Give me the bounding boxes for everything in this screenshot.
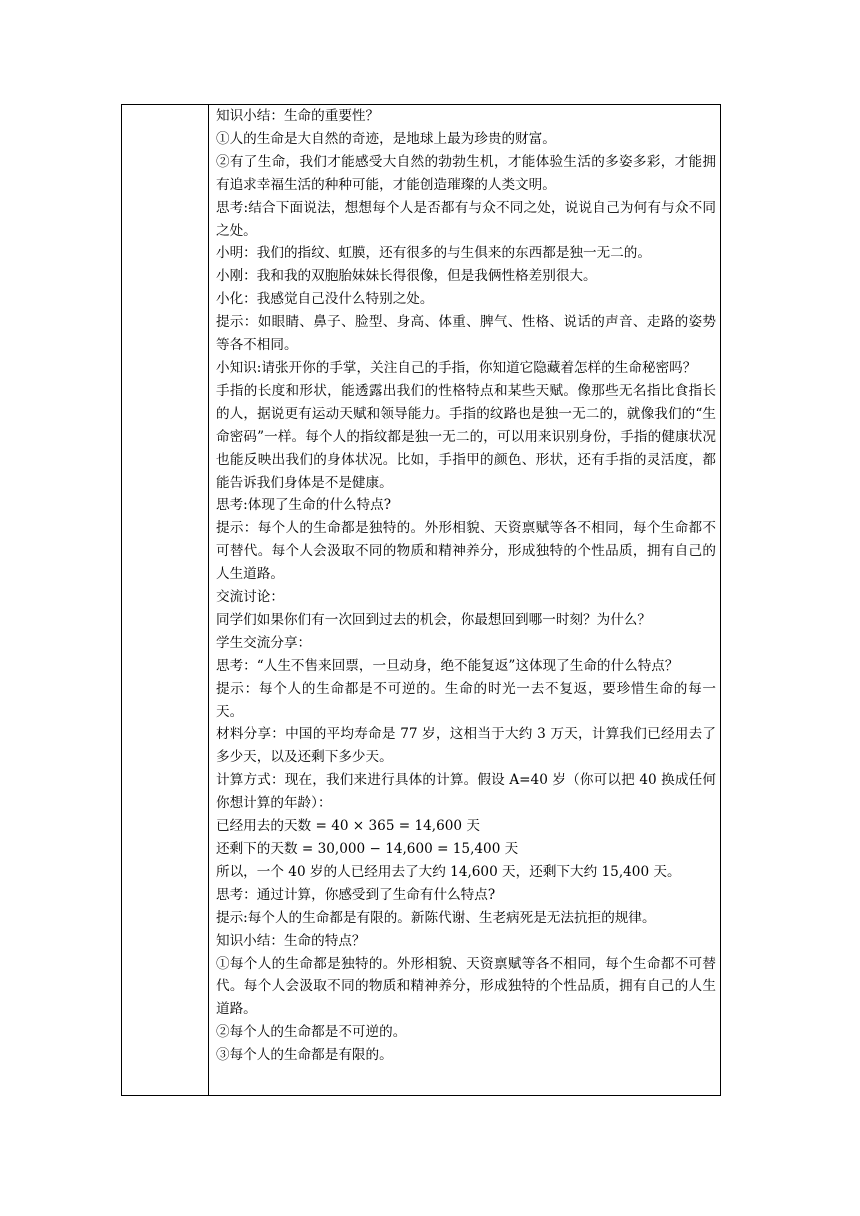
think-irreversible: 思考：“人生不售来回票，一旦动身，绝不能复返”这体现了生命的什么特点？ [216, 657, 679, 674]
summary-trait-1: ①每个人的生命都是独特的。外形相貌、天资禀赋等各不相同，每个生命都不可替代。每个人会汲取不同的物质和精神养分，形成独特的个性品质，拥有自己的人生道路。 [216, 955, 716, 1018]
discussion-question: 同学们如果你们有一次回到过去的机会，你最想回到哪一时刻？为什么？ [216, 611, 651, 628]
summary-trait-3: ③每个人的生命都是有限的。 [216, 1047, 393, 1064]
hint-differences: 提示：如眼睛、鼻子、脸型、身高、体重、脾气、性格、说话的声音、走路的姿势等各不相同。 [216, 314, 716, 354]
hint-limited: 提示:每个人的生命都是有限的。新陈代谢、生老病死是无法抗拒的规律。 [216, 909, 656, 926]
summary-traits-heading: 知识小结：生命的特点？ [216, 932, 366, 949]
calc-used-days: 已经用去的天数 = 40 × 365 = 14,600 天 [216, 818, 480, 835]
student-xiaohua: 小化：我感觉自己没什么特别之处。 [216, 291, 434, 308]
summary-importance-point-2: ②有了生命，我们才能感受大自然的勃勃生机，才能体验生活的多姿多彩，才能拥有追求幸福生活的种种可能，才能创造璀璨的人类文明。 [216, 153, 716, 193]
table-content-cell [209, 105, 720, 1095]
calc-method: 计算方式：现在，我们来进行具体的计算。假设 A=40 岁（你可以把 40 换成任何你想计算的年龄）： [216, 772, 716, 812]
student-xiaoming: 小明：我们的指纹、虹膜，还有很多的与生俱来的东西都是独一无二的。 [216, 245, 651, 262]
summary-trait-2: ②每个人的生命都是不可逆的。 [216, 1024, 407, 1041]
student-xiaogang: 小刚：我和我的双胞胎妹妹长得很像，但是我俩性格差别很大。 [216, 268, 597, 285]
think-trait: 思考:体现了生命的什么特点? [216, 497, 391, 514]
table-left-column [122, 105, 209, 1095]
think-prompt-unique: 思考:结合下面说法，想想每个人是否都有与众不同之处，说说自己为何有与众不同之处。 [216, 199, 716, 239]
summary-importance-heading: 知识小结：生命的重要性？ [216, 108, 380, 124]
summary-importance-point-1: ①人的生命是大自然的奇迹，是地球上最为珍贵的财富。 [216, 130, 556, 147]
fact-heading: 小知识:请张开你的手掌，关注自己的手指，你知道它隐藏着怎样的生命秘密吗？ [216, 359, 697, 376]
fact-fingers: 手指的长度和形状，能透露出我们的性格特点和某些天赋。像那些无名指比食指长的人，据说更有运动天赋和领导能力。手指的纹路也是独一无二的，就像我们的“生命密码”一样。每个人的指纹都是独一无二的，可以用来识别身份，手指的健康状况也能反映出我们的身体状况。比如，手指甲的颜色、形状，还有手指的灵活度，都能告诉我们身体是不是健康。 [216, 382, 716, 491]
hint-irreversible: 提示：每个人的生命都是不可逆的。生命的时光一去不复返，要珍惜生命的每一天。 [216, 680, 716, 720]
calc-remaining-days: 还剩下的天数 = 30,000 − 14,600 = 15,400 天 [216, 841, 519, 857]
discussion-heading: 交流讨论： [216, 589, 284, 606]
hint-unique: 提示：每个人的生命都是独特的。外形相貌、天资禀赋等各不相同，每个生命都不可替代。每个人会汲取不同的物质和精神养分，形成独特的个性品质，拥有自己的人生道路。 [216, 520, 716, 583]
material-lifespan: 材料分享：中国的平均寿命是 77 岁，这相当于大约 3 万天，计算我们已经用去了多少天，以及还剩下多少天。 [216, 726, 716, 766]
calc-conclusion: 所以，一个 40 岁的人已经用去了大约 14,600 天，还剩下大约 15,400 天。 [216, 863, 681, 880]
lesson-table [121, 104, 721, 1096]
student-sharing: 学生交流分享： [216, 634, 312, 651]
think-limited: 思考：通过计算，你感受到了生命有什么特点? [216, 886, 496, 903]
